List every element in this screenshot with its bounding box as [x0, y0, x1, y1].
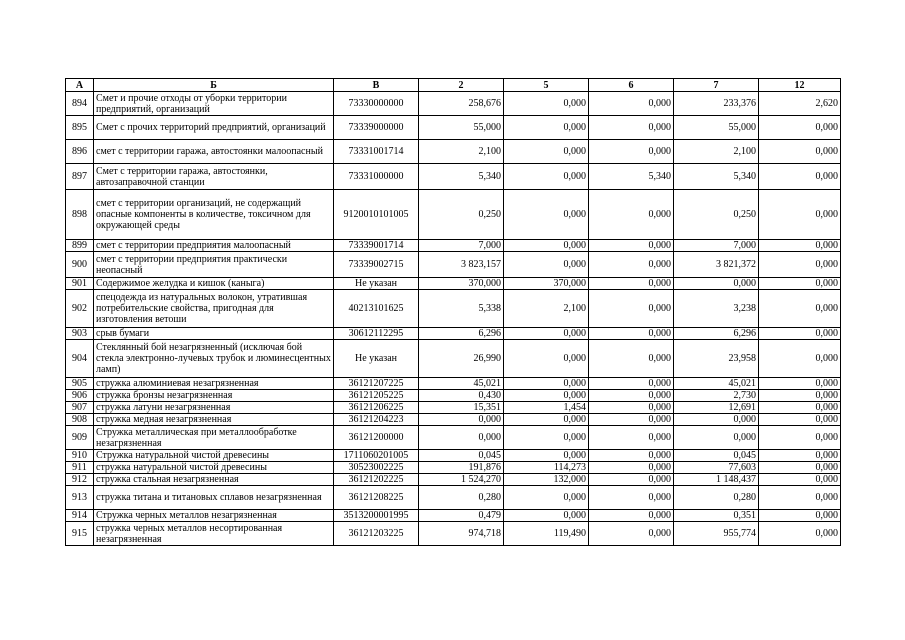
- value-col-12: 0,000: [759, 426, 841, 450]
- value-col-12: 0,000: [759, 290, 841, 328]
- value-col-6: 0,000: [589, 390, 674, 402]
- value-col-6: 0,000: [589, 474, 674, 486]
- waste-code: 36121208225: [334, 486, 419, 510]
- value-col-7: 3,238: [674, 290, 759, 328]
- value-col-6: 0,000: [589, 462, 674, 474]
- waste-name: Стеклянный бой незагрязненный (исключая бой стекла электронно-лучевых трубок и люминесцентных ламп): [94, 340, 334, 378]
- waste-code: 73339002715: [334, 252, 419, 278]
- value-col-7: 3 821,372: [674, 252, 759, 278]
- value-col-5: 370,000: [504, 278, 589, 290]
- value-col-5: 0,000: [504, 340, 589, 378]
- waste-code: 73330000000: [334, 92, 419, 116]
- row-number: 907: [66, 402, 94, 414]
- value-col-7: 1 148,437: [674, 474, 759, 486]
- value-col-7: 233,376: [674, 92, 759, 116]
- row-number: 909: [66, 426, 94, 450]
- value-col-5: 0,000: [504, 378, 589, 390]
- value-col-5: 114,273: [504, 462, 589, 474]
- table-row: [66, 390, 841, 402]
- value-col-6: 0,000: [589, 522, 674, 546]
- value-col-7: 0,000: [674, 414, 759, 426]
- row-number: 897: [66, 164, 94, 190]
- row-number: 903: [66, 328, 94, 340]
- value-col-6: 0,000: [589, 426, 674, 450]
- value-col-2: 55,000: [419, 116, 504, 140]
- value-col-6: 0,000: [589, 290, 674, 328]
- value-col-5: 0,000: [504, 140, 589, 164]
- row-number: 905: [66, 378, 94, 390]
- row-number: 895: [66, 116, 94, 140]
- value-col-6: 0,000: [589, 402, 674, 414]
- value-col-6: 0,000: [589, 92, 674, 116]
- row-number: 904: [66, 340, 94, 378]
- row-number: 899: [66, 240, 94, 252]
- value-col-6: 0,000: [589, 240, 674, 252]
- value-col-7: 12,691: [674, 402, 759, 414]
- value-col-5: 0,000: [504, 486, 589, 510]
- value-col-2: 370,000: [419, 278, 504, 290]
- value-col-12: 0,000: [759, 164, 841, 190]
- column-header-b: Б: [94, 79, 334, 92]
- waste-name: стружка натуральной чистой древесины: [94, 462, 334, 474]
- value-col-12: 0,000: [759, 474, 841, 486]
- header-row: [66, 79, 841, 92]
- value-col-2: 0,045: [419, 450, 504, 462]
- value-col-5: 0,000: [504, 116, 589, 140]
- row-number: 910: [66, 450, 94, 462]
- value-col-7: 955,774: [674, 522, 759, 546]
- value-col-5: 0,000: [504, 426, 589, 450]
- waste-name: стружка латуни незагрязненная: [94, 402, 334, 414]
- waste-code: 73331000000: [334, 164, 419, 190]
- waste-name: Стружка металлическая при металлообработке незагрязненная: [94, 426, 334, 450]
- value-col-2: 974,718: [419, 522, 504, 546]
- value-col-12: 0,000: [759, 462, 841, 474]
- value-col-5: 0,000: [504, 390, 589, 402]
- value-col-5: 0,000: [504, 252, 589, 278]
- waste-code: 36121206225: [334, 402, 419, 414]
- value-col-7: 0,250: [674, 190, 759, 240]
- value-col-6: 0,000: [589, 116, 674, 140]
- column-header-2: 2: [419, 79, 504, 92]
- waste-name: Стружка черных металлов незагрязненная: [94, 510, 334, 522]
- value-col-5: 0,000: [504, 190, 589, 240]
- table-row: [66, 140, 841, 164]
- value-col-6: 0,000: [589, 486, 674, 510]
- value-col-12: 0,000: [759, 510, 841, 522]
- table-row: [66, 340, 841, 378]
- waste-code: 36121202225: [334, 474, 419, 486]
- value-col-7: 5,340: [674, 164, 759, 190]
- column-header-5: 5: [504, 79, 589, 92]
- table-row: [66, 522, 841, 546]
- table-row: [66, 414, 841, 426]
- waste-code: 36121204223: [334, 414, 419, 426]
- value-col-2: 15,351: [419, 402, 504, 414]
- value-col-7: 0,045: [674, 450, 759, 462]
- waste-name: спецодежда из натуральных волокон, утратившая потребительские свойства, пригодная для изготовления ветоши: [94, 290, 334, 328]
- value-col-2: 1 524,270: [419, 474, 504, 486]
- table-row: [66, 92, 841, 116]
- value-col-7: 0,351: [674, 510, 759, 522]
- value-col-2: 0,479: [419, 510, 504, 522]
- value-col-5: 0,000: [504, 92, 589, 116]
- value-col-12: 0,000: [759, 450, 841, 462]
- table-row: [66, 190, 841, 240]
- row-number: 913: [66, 486, 94, 510]
- waste-name: стружка алюминиевая незагрязненная: [94, 378, 334, 390]
- value-col-7: 2,100: [674, 140, 759, 164]
- value-col-6: 0,000: [589, 414, 674, 426]
- table-row: [66, 474, 841, 486]
- value-col-12: 0,000: [759, 278, 841, 290]
- value-col-2: 0,280: [419, 486, 504, 510]
- waste-code: 9120010101005: [334, 190, 419, 240]
- column-header-7: 7: [674, 79, 759, 92]
- value-col-12: 0,000: [759, 240, 841, 252]
- value-col-6: 0,000: [589, 140, 674, 164]
- waste-name: смет с территории гаража, автостоянки малоопасный: [94, 140, 334, 164]
- table-row: [66, 426, 841, 450]
- table-row: [66, 240, 841, 252]
- value-col-2: 5,338: [419, 290, 504, 328]
- value-col-6: 0,000: [589, 252, 674, 278]
- column-header-v: В: [334, 79, 419, 92]
- table-row: [66, 450, 841, 462]
- waste-code: 1711060201005: [334, 450, 419, 462]
- waste-code: 40213101625: [334, 290, 419, 328]
- value-col-6: 0,000: [589, 340, 674, 378]
- waste-code: 36121200000: [334, 426, 419, 450]
- column-header-6: 6: [589, 79, 674, 92]
- waste-name: Смет с прочих территорий предприятий, организаций: [94, 116, 334, 140]
- value-col-7: 6,296: [674, 328, 759, 340]
- value-col-7: 45,021: [674, 378, 759, 390]
- waste-name: стружка бронзы незагрязненная: [94, 390, 334, 402]
- row-number: 898: [66, 190, 94, 240]
- value-col-7: 2,730: [674, 390, 759, 402]
- value-col-12: 0,000: [759, 486, 841, 510]
- value-col-2: 0,000: [419, 414, 504, 426]
- value-col-7: 55,000: [674, 116, 759, 140]
- value-col-5: 0,000: [504, 450, 589, 462]
- value-col-12: 0,000: [759, 116, 841, 140]
- table-row: [66, 116, 841, 140]
- value-col-2: 26,990: [419, 340, 504, 378]
- row-number: 900: [66, 252, 94, 278]
- value-col-2: 0,000: [419, 426, 504, 450]
- row-number: 911: [66, 462, 94, 474]
- table-row: [66, 378, 841, 390]
- waste-name: Стружка натуральной чистой древесины: [94, 450, 334, 462]
- value-col-12: 2,620: [759, 92, 841, 116]
- value-col-6: 0,000: [589, 450, 674, 462]
- waste-name: смет с территории предприятия практически неопасный: [94, 252, 334, 278]
- value-col-6: 0,000: [589, 510, 674, 522]
- row-number: 912: [66, 474, 94, 486]
- row-number: 901: [66, 278, 94, 290]
- value-col-12: 0,000: [759, 140, 841, 164]
- value-col-12: 0,000: [759, 402, 841, 414]
- value-col-7: 77,603: [674, 462, 759, 474]
- value-col-6: 0,000: [589, 328, 674, 340]
- column-header-a: А: [66, 79, 94, 92]
- value-col-5: 0,000: [504, 240, 589, 252]
- waste-code: 30612112295: [334, 328, 419, 340]
- value-col-2: 0,430: [419, 390, 504, 402]
- value-col-2: 6,296: [419, 328, 504, 340]
- row-number: 894: [66, 92, 94, 116]
- value-col-12: 0,000: [759, 190, 841, 240]
- table-row: [66, 486, 841, 510]
- value-col-7: 0,000: [674, 426, 759, 450]
- waste-code: 36121207225: [334, 378, 419, 390]
- value-col-12: 0,000: [759, 522, 841, 546]
- value-col-12: 0,000: [759, 390, 841, 402]
- waste-data-table: [65, 78, 841, 546]
- value-col-2: 2,100: [419, 140, 504, 164]
- value-col-5: 1,454: [504, 402, 589, 414]
- column-header-12: 12: [759, 79, 841, 92]
- value-col-5: 2,100: [504, 290, 589, 328]
- waste-name: стружка стальная незагрязненная: [94, 474, 334, 486]
- table-row: [66, 164, 841, 190]
- value-col-12: 0,000: [759, 252, 841, 278]
- waste-code: 73331001714: [334, 140, 419, 164]
- value-col-2: 5,340: [419, 164, 504, 190]
- value-col-2: 0,250: [419, 190, 504, 240]
- waste-code: 73339000000: [334, 116, 419, 140]
- table-row: [66, 462, 841, 474]
- row-number: 915: [66, 522, 94, 546]
- row-number: 914: [66, 510, 94, 522]
- value-col-2: 3 823,157: [419, 252, 504, 278]
- waste-name: смет с территории организаций, не содержащий опасные компоненты в количестве, токсичном для окружающей среды: [94, 190, 334, 240]
- value-col-6: 0,000: [589, 190, 674, 240]
- row-number: 902: [66, 290, 94, 328]
- value-col-7: 0,280: [674, 486, 759, 510]
- waste-name: Смет с территории гаража, автостоянки, автозаправочной станции: [94, 164, 334, 190]
- value-col-2: 258,676: [419, 92, 504, 116]
- value-col-5: 0,000: [504, 510, 589, 522]
- table-row: [66, 278, 841, 290]
- table-row: [66, 402, 841, 414]
- waste-code: 73339001714: [334, 240, 419, 252]
- waste-name: стружка медная незагрязненная: [94, 414, 334, 426]
- waste-code: 36121203225: [334, 522, 419, 546]
- waste-name: срыв бумаги: [94, 328, 334, 340]
- value-col-5: 0,000: [504, 414, 589, 426]
- waste-name: Смет и прочие отходы от уборки территории предприятий, организаций: [94, 92, 334, 116]
- value-col-2: 7,000: [419, 240, 504, 252]
- value-col-2: 191,876: [419, 462, 504, 474]
- value-col-7: 7,000: [674, 240, 759, 252]
- value-col-2: 45,021: [419, 378, 504, 390]
- value-col-12: 0,000: [759, 328, 841, 340]
- table-row: [66, 510, 841, 522]
- waste-name: стружка черных металлов несортированная незагрязненная: [94, 522, 334, 546]
- value-col-6: 5,340: [589, 164, 674, 190]
- value-col-7: 23,958: [674, 340, 759, 378]
- waste-code: 30523002225: [334, 462, 419, 474]
- row-number: 896: [66, 140, 94, 164]
- value-col-6: 0,000: [589, 278, 674, 290]
- row-number: 908: [66, 414, 94, 426]
- waste-code: Не указан: [334, 340, 419, 378]
- value-col-12: 0,000: [759, 378, 841, 390]
- value-col-5: 119,490: [504, 522, 589, 546]
- table-row: [66, 328, 841, 340]
- waste-name: смет с территории предприятия малоопасный: [94, 240, 334, 252]
- table-row: [66, 252, 841, 278]
- value-col-5: 0,000: [504, 328, 589, 340]
- waste-code: 36121205225: [334, 390, 419, 402]
- value-col-5: 0,000: [504, 164, 589, 190]
- table-row: [66, 290, 841, 328]
- value-col-6: 0,000: [589, 378, 674, 390]
- waste-code: 3513200001995: [334, 510, 419, 522]
- value-col-12: 0,000: [759, 414, 841, 426]
- waste-name: Содержимое желудка и кишок (каныга): [94, 278, 334, 290]
- waste-name: стружка титана и титановых сплавов незагрязненная: [94, 486, 334, 510]
- value-col-7: 0,000: [674, 278, 759, 290]
- value-col-5: 132,000: [504, 474, 589, 486]
- waste-code: Не указан: [334, 278, 419, 290]
- row-number: 906: [66, 390, 94, 402]
- value-col-12: 0,000: [759, 340, 841, 378]
- table-body: [66, 92, 841, 546]
